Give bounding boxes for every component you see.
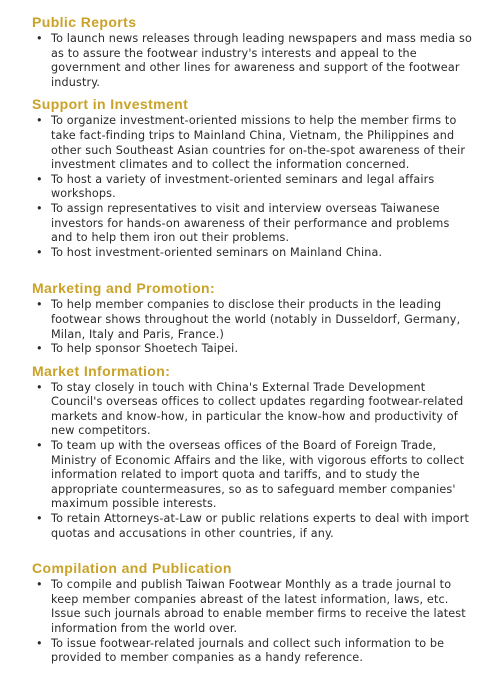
document-page xyxy=(32,13,472,666)
section-heading: Market Information: xyxy=(32,362,171,379)
list-item xyxy=(32,381,472,439)
bullet-icon: • xyxy=(36,114,43,128)
section-market-information xyxy=(32,362,472,542)
list-item-text: To host investment-oriented seminars on Mainland China. xyxy=(51,245,383,259)
list-item xyxy=(32,173,472,202)
section-heading: Marketing and Promotion: xyxy=(32,280,216,297)
bullet-icon: • xyxy=(36,32,43,45)
bullet-list xyxy=(32,298,472,356)
section-support-in-investment xyxy=(32,95,472,260)
bullet-icon: • xyxy=(36,512,43,526)
bullet-icon: • xyxy=(36,636,43,650)
list-item xyxy=(32,637,472,666)
bullet-icon: • xyxy=(36,578,43,592)
bullet-list xyxy=(32,381,472,542)
bullet-list xyxy=(32,578,472,666)
list-item-text: To host a variety of investment-oriented seminars and legal affairs workshops. xyxy=(51,172,435,201)
bullet-list xyxy=(32,114,472,260)
section-public-reports xyxy=(32,13,472,90)
list-item xyxy=(32,342,472,357)
bullet-icon: • xyxy=(36,342,43,356)
list-item xyxy=(32,439,472,512)
list-item-text: To help sponsor Shoetech Taipei. xyxy=(51,342,239,356)
list-item xyxy=(32,578,472,636)
bullet-icon: • xyxy=(36,172,43,186)
section-marketing-and-promotion xyxy=(32,279,472,356)
bullet-icon: • xyxy=(36,439,43,453)
list-item-text: To retain Attorneys-at-Law or public relations experts to deal with import quotas and accusations in other countries, if any. xyxy=(51,512,470,540)
section-heading: Support in Investment xyxy=(32,96,189,113)
list-item-text: To issue footwear-related journals and collect such information to be provided to member companies as a handy reference. xyxy=(51,636,445,665)
list-item-text: To help member companies to disclose their products in the leading footwear shows throughout the world (notably in Dusseldorf, Germany, Milan, Italy and Paris, France.) xyxy=(51,298,461,341)
bullet-list xyxy=(32,32,472,90)
list-item xyxy=(32,512,472,541)
list-item-text: To stay closely in touch with China's External Trade Development Council's overseas offices to collect updates regarding footwear-related markets and know-how, in particular the know-how and productivity of new competitors. xyxy=(51,380,464,438)
section-compilation-and-publication xyxy=(32,559,472,666)
list-item xyxy=(32,114,472,172)
list-item-text: To assign representatives to visit and interview overseas Taiwanese investors for hands-on awareness of their performance and problems and to help them iron out their problems. xyxy=(51,201,450,245)
list-item xyxy=(32,298,472,342)
section-heading: Public Reports xyxy=(32,14,137,30)
list-item xyxy=(32,202,472,246)
list-item-text: To organize investment-oriented missions to help the member firms to take fact-finding trips to Mainland China, Vietnam, the Philippines and other such Southeast Asian countries for on-the-spot awareness of their investment climates and to collect the information concerned. xyxy=(51,114,466,172)
list-item xyxy=(32,32,472,90)
section-heading: Compilation and Publication xyxy=(32,560,232,577)
bullet-icon: • xyxy=(36,298,43,312)
list-item xyxy=(32,246,472,261)
list-item-text: To launch news releases through leading newspapers and mass media so as to assure the footwear industry's interests and appeal to the government and other lines for awareness and support of the footwear industry. xyxy=(51,32,473,89)
bullet-icon: • xyxy=(36,201,43,215)
list-item-text: To team up with the overseas offices of the Board of Foreign Trade, Ministry of Economic Affairs and the like, with vigorous efforts to collect information related to import quota and tariffs, and to study the appropriate countermeasures, so as to safeguard member companies' maximum possible interests. xyxy=(51,439,465,511)
bullet-icon: • xyxy=(36,380,43,394)
bullet-icon: • xyxy=(36,245,43,259)
list-item-text: To compile and publish Taiwan Footwear Monthly as a trade journal to keep member companies abreast of the latest information, laws, etc. Issue such journals abroad to enable member firms to receive the latest information from the world over. xyxy=(51,578,466,635)
